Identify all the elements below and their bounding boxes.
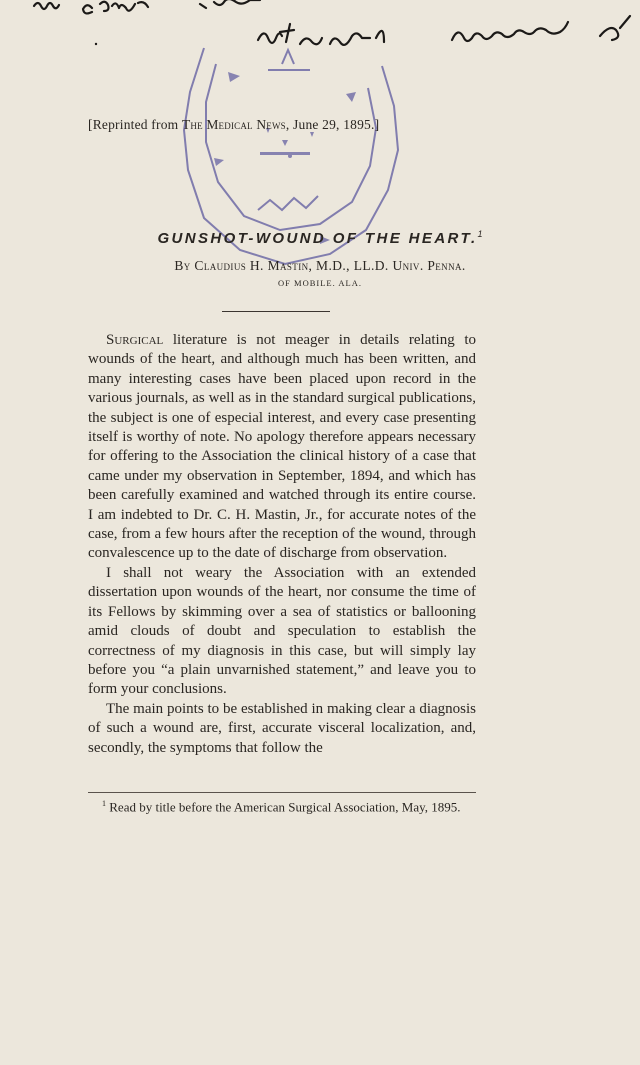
- author-name: Claudius H. Mastin, M.D., LL.D. Univ. Penna.: [194, 258, 466, 273]
- journal-name: The Medical News: [181, 117, 286, 132]
- author-byline: By Claudius H. Mastin, M.D., LL.D. Univ. Penna.: [174, 258, 466, 273]
- paragraph-lead: Surgical: [106, 332, 164, 348]
- paragraph: The main points to be established in making clear a diagnosis of such a wound are, first, accurate visceral localization, and, secondly, the symptoms that follow the: [88, 700, 476, 756]
- reprint-notice: [Reprinted from The Medical News, June 29, 1895.]: [88, 117, 380, 132]
- title-footnote-mark: 1: [477, 229, 483, 239]
- paragraph: I shall not weary the Association with an extended dissertation upon wounds of the heart, nor consume the time of its Fellows by skimming over a sea of statistics or ballooning amid clouds of doubt and speculation to establish the correctness of my diagnosis in this case, but will simply lay before you “a plain unvarnished statement,” and leave you to form your conclusions.: [88, 564, 476, 698]
- footnote: $^1$ Read by title before the American Surgical Association, May, 1895.: [102, 799, 461, 815]
- footnote-divider: [88, 792, 476, 793]
- title-divider: [222, 311, 330, 312]
- author-affiliation: OF MOBILE. ALA.: [278, 278, 362, 288]
- footnote-mark: 1: [102, 799, 106, 808]
- article-title: GUNSHOT-WOUND OF THE HEART.$^1$: [157, 229, 483, 247]
- reprint-date: , June 29, 1895.]: [285, 117, 380, 132]
- paragraph: Surgical literature is not meager in details relating to wounds of the heart, and although much has been written, and many interesting cases have been placed upon record in the various journals, as well as in the standard surgical publications, the subject is one of especial interest, and every case presenting itself is worthy of note. No apology therefore appears necessary for offering to the Association the clinical history of a case that came under my observation in September, 1894, and which has been carefully examined and watched through its entire course. I am indebted to Dr. C. H. Mastin, Jr., for accurate notes of the case, from a few hours after the reception of the wound, through convalescence up to the date of discharge from observation.: [88, 332, 476, 562]
- article-body: [88, 331, 476, 758]
